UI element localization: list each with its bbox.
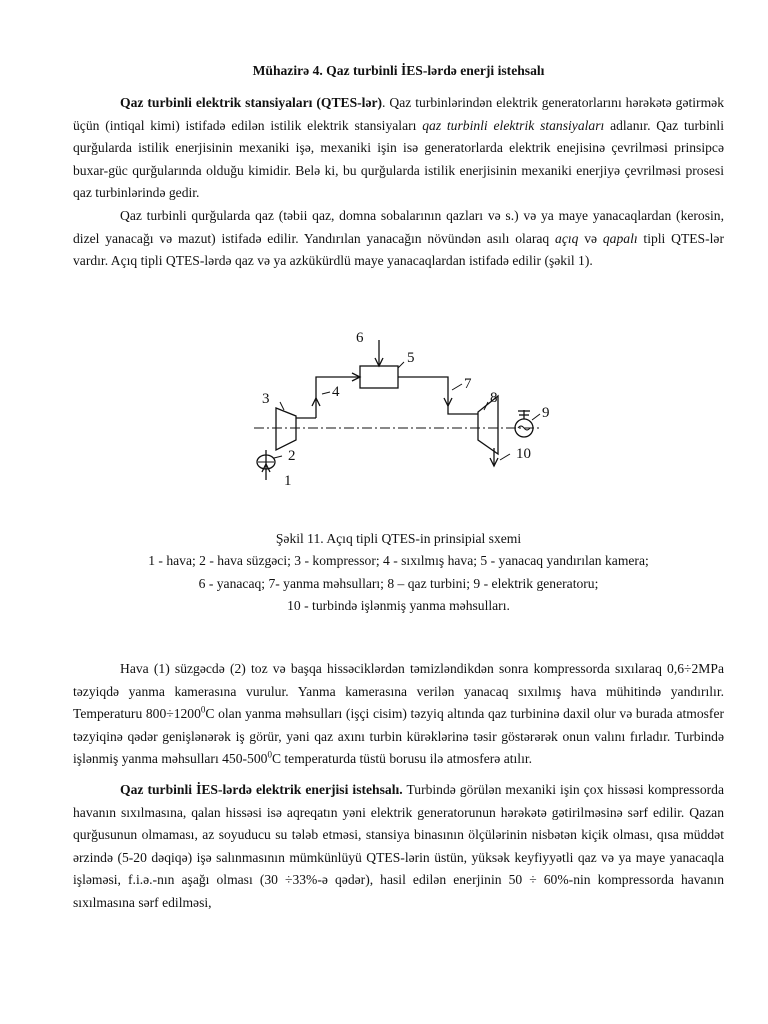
leader-9 (532, 414, 540, 420)
label-6: 6 (356, 330, 364, 346)
caption-legend-2: 6 - yanacaq; 7- yanma məhsulları; 8 – qaz turbini; 9 - elektrik generatoru; (198, 575, 599, 591)
paragraph-2-text-b: və (578, 230, 603, 246)
paragraph-1 (73, 92, 724, 205)
paragraph-3-text-c: C temperaturda tüstü borusu ilə atmosferə atılır. (271, 751, 533, 767)
label-2: 2 (288, 448, 296, 464)
leader-7 (452, 384, 462, 390)
compressor-shape (276, 408, 296, 450)
term-italic: qaz turbinli elektrik stansiyaları (422, 117, 605, 133)
leader-2 (274, 456, 282, 458)
paragraph-1-text-a: . Qaz turbinlərindən elektrik generatorlarını hərəkətə gətirmək üçün (intiqal kimi) istifadə edilən istilik elektrik stansiyaları (73, 95, 724, 133)
label-3: 3 (262, 391, 270, 407)
paragraph-1-text-b: adlanır. Qaz turbinli qurğularda istilik enerjisinin mexaniki işə, mexaniki işin isə generatorlarda elektrik enejisinə çevrilməsi prinsipcə buxar-güc qurğularında olduğu kimidir. Belə ki, bu qurğularda istilik enerjisinin mexaniki enerjiyə çevrilməsi prosesi qaz turbinlərində gedir. (73, 117, 724, 201)
leader-4 (322, 392, 330, 394)
degree-superscript-b: 0 (267, 749, 272, 760)
paragraph-4-text-a: Turbində görülən mexaniki işin çox hissəsi kompressorda havanın sıxılmasına, qalan hissəsi isə aqreqatın yəni elektrik generatorunun hərəkətə gətirilməsinə sərf edilir. Qazan qurğusunun olmaması, az soyuducu su tələb etməsi, stansiya binasının ölçülərinin nisbətən kiçik olması, qısa müddət ərzində (5-20 dəqiqə) işə salınmasının mümkünlüyü QTES-lərin üstün, yüksək keyfiyyətli qaz və ya maye yanacaqla işləməsi, f.i.ə.-nın aşağı olması (30 ÷33%-ə qədər), hasil edilən enerjinin 50 ÷ 60%-nin kompressorda havanın sıxılmasına sərf edilməsi, (73, 781, 724, 910)
paragraph-2 (73, 205, 724, 273)
qtes-schematic-diagram (240, 320, 550, 500)
term-open: açıq (555, 230, 579, 246)
combustion-chamber (360, 366, 398, 388)
paragraph-3-text-a: Hava (1) süzgəcdə (2) toz və başqa hissəciklərdən təmizləndikdən sonra kompressorda sıxılaraq 0,6÷2MPa təzyiqdə yanma kamerasına vurulur. Yanma kamerasına verilən yanacaq sıxılmış hava mühitində yandırılır. Temperaturu 800÷1200 (73, 661, 724, 722)
lecture-title: Mühazirə 4. Qaz turbinli İES-lərdə enerji istehsalı (252, 63, 545, 78)
paragraph-2-text-c: tipli QTES-lər vardır. Açıq tipli QTES-lərdə qaz və ya azkükürdlü maye yanacaqlardan istifadə edilir (şəkil 1). (73, 230, 724, 269)
leader-5 (398, 362, 404, 368)
paragraph-3 (73, 658, 724, 771)
caption-legend-3: 10 - turbində işlənmiş yanma məhsulları. (287, 598, 510, 614)
label-4: 4 (332, 384, 340, 400)
label-7: 7 (464, 376, 472, 392)
caption-title: Şəkil 11. Açıq tipli QTES-in prinsipial sxemi (275, 531, 522, 546)
term-closed: qapalı (602, 230, 638, 246)
label-1: 1 (284, 473, 292, 489)
caption-legend-1: 1 - hava; 2 - hava süzgəci; 3 - kompressor; 4 - sıxılmış hava; 5 - yanacaq yandırılan kamera; (148, 553, 649, 569)
leader-10 (500, 454, 510, 460)
label-8: 8 (490, 390, 498, 406)
figure-caption (73, 528, 724, 618)
label-10: 10 (516, 446, 531, 462)
body-section (73, 658, 724, 915)
degree-superscript-a: 0 (200, 704, 206, 715)
leader-3 (280, 402, 284, 410)
label-9: 9 (542, 405, 550, 421)
section-heading-inline: Qaz turbinli İES-lərdə elektrik enerjisi istehsalı. (120, 781, 403, 797)
paragraph-2-text-a: Qaz turbinli qurğularda qaz (təbii qaz, domna sobalarının qazları və s.) və ya maye yanacaqlardan (kerosin, dizel yanacağı və mazut) istifadə edilir. Yandırılan yanacağın növündən asılı olaraq (73, 207, 724, 246)
label-5: 5 (407, 350, 415, 366)
paragraph-4 (73, 779, 724, 915)
intro-section (73, 92, 724, 273)
term-qtes: Qaz turbinli elektrik stansiyaları (QTES-lər) (120, 95, 383, 110)
paragraph-3-text-b: C olan yanma məhsulları (işçi cisim) təzyiq altında qaz turbininə daxil olur və burada atmosfer təzyiqinə qədər genişlənərək iş görür, yəni qaz axını turbin kürəklərinə təsir göstərərək onun valını fırladır. Turbində işlənmiş yanma məhsulları 450-500 (73, 706, 724, 767)
